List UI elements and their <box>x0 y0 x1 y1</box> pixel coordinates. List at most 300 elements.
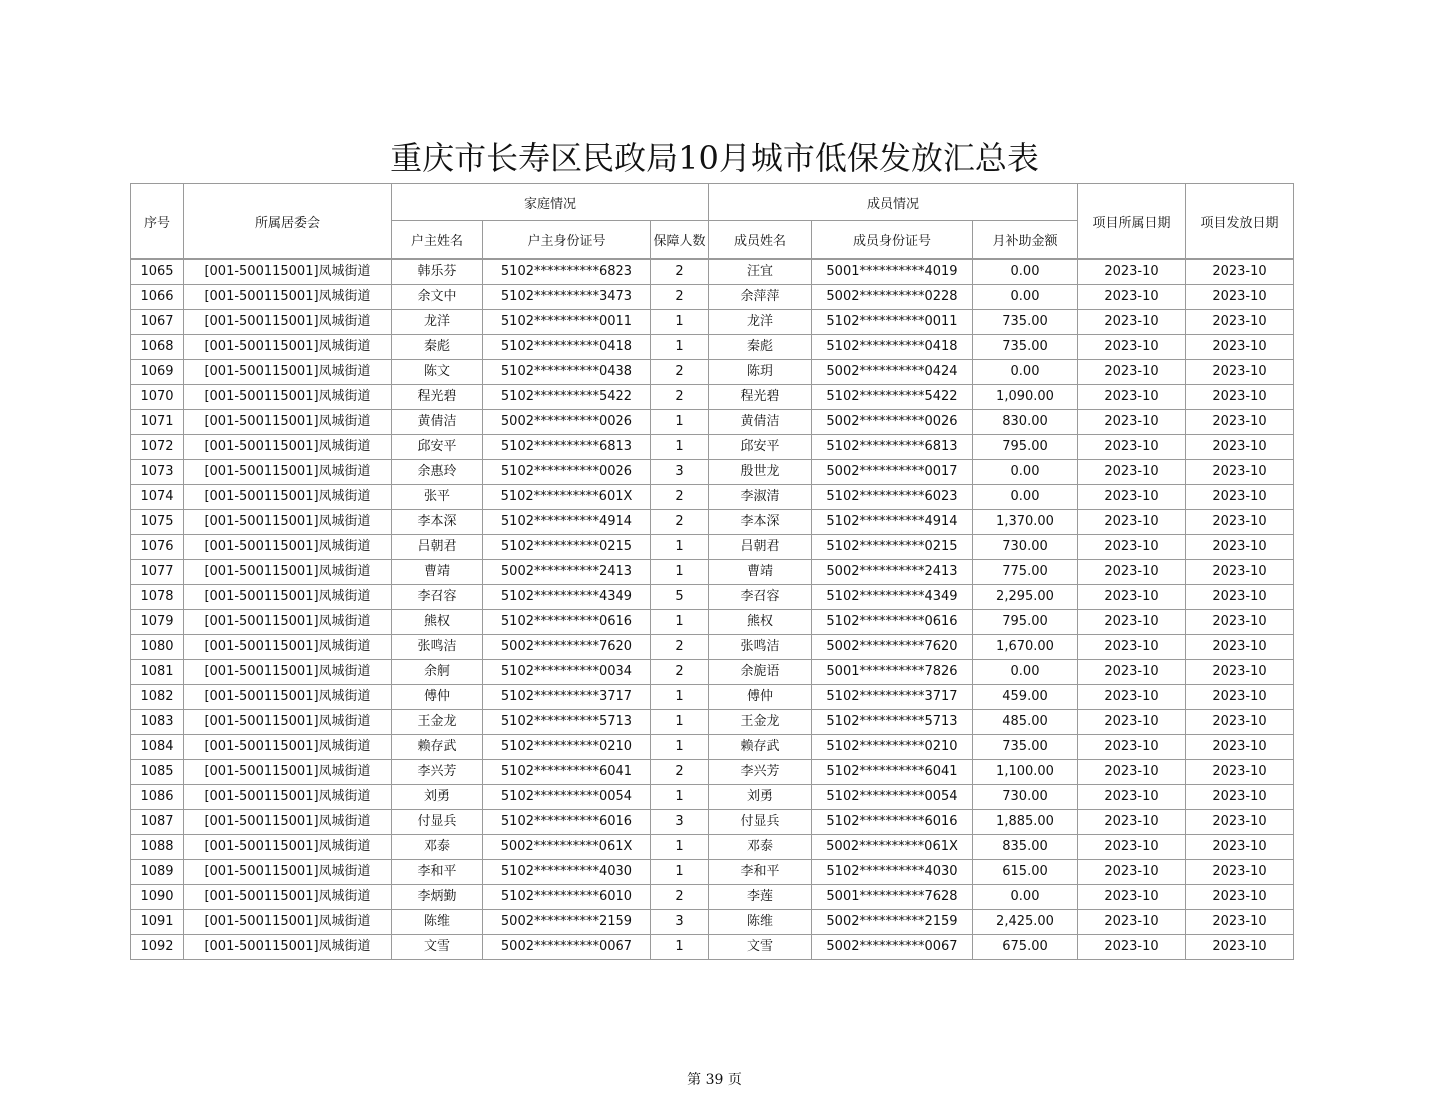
cell-household-id: 5102**********0418 <box>483 335 651 360</box>
cell-member-id: 5001**********4019 <box>812 259 973 285</box>
cell-issue-date: 2023-10 <box>1186 460 1294 485</box>
cell-member-id: 5102**********6041 <box>812 760 973 785</box>
cell-issue-date: 2023-10 <box>1186 360 1294 385</box>
cell-member-name: 李莲 <box>709 885 812 910</box>
header-household-id: 户主身份证号 <box>483 221 651 260</box>
header-insured-count: 保障人数 <box>651 221 709 260</box>
cell-seq: 1068 <box>131 335 184 360</box>
cell-seq: 1070 <box>131 385 184 410</box>
cell-insured-count: 1 <box>651 610 709 635</box>
cell-member-name: 熊权 <box>709 610 812 635</box>
cell-household-id: 5002**********061X <box>483 835 651 860</box>
cell-household-name: 吕朝君 <box>392 535 483 560</box>
cell-committee: [001-500115001]凤城街道 <box>184 860 392 885</box>
cell-insured-count: 1 <box>651 860 709 885</box>
cell-member-name: 李淑清 <box>709 485 812 510</box>
cell-household-name: 龙洋 <box>392 310 483 335</box>
cell-household-name: 余舸 <box>392 660 483 685</box>
cell-insured-count: 2 <box>651 259 709 285</box>
cell-household-id: 5002**********0026 <box>483 410 651 435</box>
cell-insured-count: 3 <box>651 460 709 485</box>
cell-household-id: 5102**********601X <box>483 485 651 510</box>
cell-household-id: 5102**********0616 <box>483 610 651 635</box>
cell-seq: 1071 <box>131 410 184 435</box>
cell-committee: [001-500115001]凤城街道 <box>184 810 392 835</box>
cell-committee: [001-500115001]凤城街道 <box>184 360 392 385</box>
cell-insured-count: 1 <box>651 335 709 360</box>
cell-committee: [001-500115001]凤城街道 <box>184 685 392 710</box>
cell-member-id: 5102**********6813 <box>812 435 973 460</box>
cell-household-id: 5102**********0026 <box>483 460 651 485</box>
cell-household-id: 5102**********4349 <box>483 585 651 610</box>
cell-item-date: 2023-10 <box>1078 485 1186 510</box>
cell-household-name: 曹靖 <box>392 560 483 585</box>
cell-seq: 1072 <box>131 435 184 460</box>
table-row <box>131 885 1294 910</box>
cell-household-name: 熊权 <box>392 610 483 635</box>
cell-issue-date: 2023-10 <box>1186 660 1294 685</box>
cell-item-date: 2023-10 <box>1078 860 1186 885</box>
cell-member-name: 刘勇 <box>709 785 812 810</box>
cell-insured-count: 1 <box>651 435 709 460</box>
cell-committee: [001-500115001]凤城街道 <box>184 710 392 735</box>
cell-insured-count: 1 <box>651 310 709 335</box>
cell-member-name: 傅仲 <box>709 685 812 710</box>
cell-insured-count: 1 <box>651 535 709 560</box>
cell-item-date: 2023-10 <box>1078 885 1186 910</box>
cell-monthly-subsidy: 1,670.00 <box>973 635 1078 660</box>
cell-member-name: 黄倩洁 <box>709 410 812 435</box>
cell-member-id: 5002**********0424 <box>812 360 973 385</box>
header-member-id: 成员身份证号 <box>812 221 973 260</box>
cell-household-id: 5102**********0034 <box>483 660 651 685</box>
cell-seq: 1067 <box>131 310 184 335</box>
cell-committee: [001-500115001]凤城街道 <box>184 259 392 285</box>
cell-monthly-subsidy: 835.00 <box>973 835 1078 860</box>
cell-household-name: 文雪 <box>392 935 483 960</box>
cell-seq: 1089 <box>131 860 184 885</box>
cell-member-name: 余旎语 <box>709 660 812 685</box>
table-row <box>131 860 1294 885</box>
cell-household-name: 邓泰 <box>392 835 483 860</box>
cell-member-id: 5001**********7826 <box>812 660 973 685</box>
cell-issue-date: 2023-10 <box>1186 385 1294 410</box>
cell-item-date: 2023-10 <box>1078 259 1186 285</box>
table-row <box>131 285 1294 310</box>
cell-insured-count: 2 <box>651 635 709 660</box>
cell-insured-count: 1 <box>651 560 709 585</box>
cell-monthly-subsidy: 1,885.00 <box>973 810 1078 835</box>
table-row <box>131 760 1294 785</box>
cell-seq: 1069 <box>131 360 184 385</box>
cell-committee: [001-500115001]凤城街道 <box>184 760 392 785</box>
cell-item-date: 2023-10 <box>1078 635 1186 660</box>
cell-member-name: 余萍萍 <box>709 285 812 310</box>
cell-household-name: 韩乐芬 <box>392 259 483 285</box>
cell-member-name: 李兴芳 <box>709 760 812 785</box>
cell-household-name: 张鸣洁 <box>392 635 483 660</box>
page-number: 第 39 页 <box>687 1072 742 1088</box>
table-row <box>131 560 1294 585</box>
cell-household-name: 李和平 <box>392 860 483 885</box>
cell-member-id: 5102**********4030 <box>812 860 973 885</box>
cell-household-id: 5102**********5422 <box>483 385 651 410</box>
cell-issue-date: 2023-10 <box>1186 485 1294 510</box>
cell-monthly-subsidy: 1,100.00 <box>973 760 1078 785</box>
cell-household-id: 5102**********4030 <box>483 860 651 885</box>
cell-member-id: 5102**********6023 <box>812 485 973 510</box>
cell-seq: 1079 <box>131 610 184 635</box>
cell-issue-date: 2023-10 <box>1186 259 1294 285</box>
cell-issue-date: 2023-10 <box>1186 310 1294 335</box>
cell-member-id: 5102**********4349 <box>812 585 973 610</box>
cell-member-id: 5002**********0067 <box>812 935 973 960</box>
cell-member-id: 5102**********5422 <box>812 385 973 410</box>
cell-monthly-subsidy: 675.00 <box>973 935 1078 960</box>
cell-member-id: 5102**********5713 <box>812 710 973 735</box>
cell-insured-count: 1 <box>651 735 709 760</box>
header-member-name: 成员姓名 <box>709 221 812 260</box>
cell-household-name: 李召容 <box>392 585 483 610</box>
cell-member-name: 秦彪 <box>709 335 812 360</box>
cell-household-id: 5102**********0011 <box>483 310 651 335</box>
cell-household-name: 王金龙 <box>392 710 483 735</box>
cell-insured-count: 3 <box>651 810 709 835</box>
cell-issue-date: 2023-10 <box>1186 585 1294 610</box>
table-row <box>131 435 1294 460</box>
cell-committee: [001-500115001]凤城街道 <box>184 885 392 910</box>
cell-insured-count: 1 <box>651 835 709 860</box>
cell-insured-count: 2 <box>651 385 709 410</box>
cell-insured-count: 2 <box>651 885 709 910</box>
table-body <box>131 259 1294 960</box>
header-family-group: 家庭情况 <box>392 184 709 221</box>
cell-household-name: 余惠玲 <box>392 460 483 485</box>
table-row <box>131 585 1294 610</box>
header-item-date: 项目所属日期 <box>1078 184 1186 260</box>
cell-committee: [001-500115001]凤城街道 <box>184 285 392 310</box>
cell-seq: 1075 <box>131 510 184 535</box>
cell-insured-count: 2 <box>651 485 709 510</box>
cell-monthly-subsidy: 735.00 <box>973 735 1078 760</box>
cell-issue-date: 2023-10 <box>1186 435 1294 460</box>
cell-seq: 1090 <box>131 885 184 910</box>
cell-monthly-subsidy: 1,370.00 <box>973 510 1078 535</box>
cell-household-id: 5102**********0054 <box>483 785 651 810</box>
cell-household-id: 5102**********4914 <box>483 510 651 535</box>
cell-seq: 1087 <box>131 810 184 835</box>
cell-member-id: 5102**********3717 <box>812 685 973 710</box>
cell-household-name: 刘勇 <box>392 785 483 810</box>
cell-seq: 1076 <box>131 535 184 560</box>
cell-member-id: 5102**********0210 <box>812 735 973 760</box>
cell-item-date: 2023-10 <box>1078 785 1186 810</box>
cell-committee: [001-500115001]凤城街道 <box>184 610 392 635</box>
cell-monthly-subsidy: 0.00 <box>973 885 1078 910</box>
cell-item-date: 2023-10 <box>1078 435 1186 460</box>
cell-item-date: 2023-10 <box>1078 385 1186 410</box>
cell-issue-date: 2023-10 <box>1186 510 1294 535</box>
cell-household-id: 5102**********3717 <box>483 685 651 710</box>
cell-item-date: 2023-10 <box>1078 510 1186 535</box>
table-row <box>131 385 1294 410</box>
cell-member-name: 付显兵 <box>709 810 812 835</box>
cell-member-name: 曹靖 <box>709 560 812 585</box>
cell-household-id: 5002**********2413 <box>483 560 651 585</box>
cell-insured-count: 2 <box>651 285 709 310</box>
cell-item-date: 2023-10 <box>1078 410 1186 435</box>
cell-member-id: 5102**********0215 <box>812 535 973 560</box>
cell-issue-date: 2023-10 <box>1186 285 1294 310</box>
cell-household-id: 5102**********6016 <box>483 810 651 835</box>
cell-member-name: 李本深 <box>709 510 812 535</box>
cell-committee: [001-500115001]凤城街道 <box>184 585 392 610</box>
cell-item-date: 2023-10 <box>1078 735 1186 760</box>
cell-committee: [001-500115001]凤城街道 <box>184 385 392 410</box>
table-header <box>131 184 1294 260</box>
cell-insured-count: 5 <box>651 585 709 610</box>
cell-seq: 1088 <box>131 835 184 860</box>
cell-committee: [001-500115001]凤城街道 <box>184 935 392 960</box>
cell-item-date: 2023-10 <box>1078 560 1186 585</box>
cell-issue-date: 2023-10 <box>1186 935 1294 960</box>
cell-household-name: 张平 <box>392 485 483 510</box>
cell-household-name: 陈维 <box>392 910 483 935</box>
cell-seq: 1066 <box>131 285 184 310</box>
cell-household-name: 李兴芳 <box>392 760 483 785</box>
table-row <box>131 259 1294 285</box>
cell-household-name: 邱安平 <box>392 435 483 460</box>
header-member-group: 成员情况 <box>709 184 1078 221</box>
table-row <box>131 460 1294 485</box>
header-committee: 所属居委会 <box>184 184 392 260</box>
cell-member-name: 王金龙 <box>709 710 812 735</box>
cell-issue-date: 2023-10 <box>1186 760 1294 785</box>
cell-committee: [001-500115001]凤城街道 <box>184 510 392 535</box>
cell-household-id: 5102**********6823 <box>483 259 651 285</box>
table-row <box>131 935 1294 960</box>
cell-insured-count: 3 <box>651 910 709 935</box>
cell-member-name: 李和平 <box>709 860 812 885</box>
cell-monthly-subsidy: 830.00 <box>973 410 1078 435</box>
cell-household-name: 黄倩洁 <box>392 410 483 435</box>
cell-issue-date: 2023-10 <box>1186 710 1294 735</box>
table-row <box>131 685 1294 710</box>
cell-monthly-subsidy: 0.00 <box>973 460 1078 485</box>
cell-issue-date: 2023-10 <box>1186 885 1294 910</box>
cell-member-name: 李召容 <box>709 585 812 610</box>
cell-item-date: 2023-10 <box>1078 710 1186 735</box>
cell-seq: 1084 <box>131 735 184 760</box>
cell-household-id: 5102**********6010 <box>483 885 651 910</box>
cell-monthly-subsidy: 2,295.00 <box>973 585 1078 610</box>
cell-monthly-subsidy: 485.00 <box>973 710 1078 735</box>
cell-item-date: 2023-10 <box>1078 685 1186 710</box>
cell-committee: [001-500115001]凤城街道 <box>184 635 392 660</box>
cell-household-name: 赖存武 <box>392 735 483 760</box>
cell-monthly-subsidy: 730.00 <box>973 535 1078 560</box>
cell-member-name: 张鸣洁 <box>709 635 812 660</box>
cell-committee: [001-500115001]凤城街道 <box>184 335 392 360</box>
cell-household-id: 5102**********0438 <box>483 360 651 385</box>
cell-household-name: 秦彪 <box>392 335 483 360</box>
cell-member-id: 5002**********0026 <box>812 410 973 435</box>
cell-insured-count: 1 <box>651 785 709 810</box>
cell-seq: 1073 <box>131 460 184 485</box>
cell-household-name: 傅仲 <box>392 685 483 710</box>
cell-item-date: 2023-10 <box>1078 935 1186 960</box>
cell-issue-date: 2023-10 <box>1186 535 1294 560</box>
cell-member-id: 5002**********7620 <box>812 635 973 660</box>
cell-issue-date: 2023-10 <box>1186 910 1294 935</box>
cell-committee: [001-500115001]凤城街道 <box>184 485 392 510</box>
table-row <box>131 810 1294 835</box>
cell-member-id: 5102**********0418 <box>812 335 973 360</box>
cell-insured-count: 2 <box>651 360 709 385</box>
cell-monthly-subsidy: 0.00 <box>973 485 1078 510</box>
cell-item-date: 2023-10 <box>1078 585 1186 610</box>
cell-item-date: 2023-10 <box>1078 610 1186 635</box>
cell-item-date: 2023-10 <box>1078 910 1186 935</box>
cell-seq: 1080 <box>131 635 184 660</box>
table-row <box>131 635 1294 660</box>
cell-member-name: 汪宜 <box>709 259 812 285</box>
cell-seq: 1083 <box>131 710 184 735</box>
cell-issue-date: 2023-10 <box>1186 735 1294 760</box>
table-row <box>131 535 1294 560</box>
cell-member-name: 龙洋 <box>709 310 812 335</box>
header-seq: 序号 <box>131 184 184 260</box>
cell-member-name: 邱安平 <box>709 435 812 460</box>
cell-household-id: 5102**********0210 <box>483 735 651 760</box>
cell-member-name: 文雪 <box>709 935 812 960</box>
cell-member-name: 吕朝君 <box>709 535 812 560</box>
cell-seq: 1077 <box>131 560 184 585</box>
cell-monthly-subsidy: 0.00 <box>973 259 1078 285</box>
cell-member-name: 陈玥 <box>709 360 812 385</box>
cell-seq: 1074 <box>131 485 184 510</box>
cell-insured-count: 1 <box>651 685 709 710</box>
cell-item-date: 2023-10 <box>1078 285 1186 310</box>
cell-member-id: 5102**********4914 <box>812 510 973 535</box>
table-row <box>131 835 1294 860</box>
cell-monthly-subsidy: 735.00 <box>973 335 1078 360</box>
cell-seq: 1081 <box>131 660 184 685</box>
cell-monthly-subsidy: 1,090.00 <box>973 385 1078 410</box>
cell-household-id: 5002**********2159 <box>483 910 651 935</box>
cell-member-name: 邓泰 <box>709 835 812 860</box>
cell-household-id: 5102**********3473 <box>483 285 651 310</box>
cell-monthly-subsidy: 775.00 <box>973 560 1078 585</box>
cell-item-date: 2023-10 <box>1078 835 1186 860</box>
table-row <box>131 485 1294 510</box>
cell-committee: [001-500115001]凤城街道 <box>184 460 392 485</box>
cell-household-id: 5102**********6813 <box>483 435 651 460</box>
cell-monthly-subsidy: 0.00 <box>973 360 1078 385</box>
table-row <box>131 360 1294 385</box>
cell-household-id: 5002**********0067 <box>483 935 651 960</box>
cell-issue-date: 2023-10 <box>1186 635 1294 660</box>
cell-monthly-subsidy: 795.00 <box>973 610 1078 635</box>
cell-seq: 1078 <box>131 585 184 610</box>
cell-seq: 1091 <box>131 910 184 935</box>
cell-committee: [001-500115001]凤城街道 <box>184 910 392 935</box>
cell-item-date: 2023-10 <box>1078 660 1186 685</box>
cell-seq: 1085 <box>131 760 184 785</box>
cell-issue-date: 2023-10 <box>1186 335 1294 360</box>
cell-item-date: 2023-10 <box>1078 810 1186 835</box>
cell-committee: [001-500115001]凤城街道 <box>184 560 392 585</box>
cell-seq: 1065 <box>131 259 184 285</box>
cell-household-id: 5102**********6041 <box>483 760 651 785</box>
cell-member-id: 5102**********0011 <box>812 310 973 335</box>
cell-household-name: 李本深 <box>392 510 483 535</box>
cell-household-name: 陈文 <box>392 360 483 385</box>
cell-issue-date: 2023-10 <box>1186 835 1294 860</box>
table-row <box>131 335 1294 360</box>
cell-issue-date: 2023-10 <box>1186 610 1294 635</box>
cell-committee: [001-500115001]凤城街道 <box>184 410 392 435</box>
cell-household-id: 5102**********0215 <box>483 535 651 560</box>
table-row <box>131 660 1294 685</box>
subsidy-table <box>130 183 1294 960</box>
cell-item-date: 2023-10 <box>1078 535 1186 560</box>
cell-member-name: 殷世龙 <box>709 460 812 485</box>
cell-insured-count: 2 <box>651 510 709 535</box>
cell-member-id: 5002**********2413 <box>812 560 973 585</box>
cell-member-name: 程光碧 <box>709 385 812 410</box>
cell-household-name: 余文中 <box>392 285 483 310</box>
cell-member-id: 5102**********6016 <box>812 810 973 835</box>
cell-household-name: 程光碧 <box>392 385 483 410</box>
table-row <box>131 410 1294 435</box>
cell-insured-count: 1 <box>651 710 709 735</box>
cell-member-name: 陈维 <box>709 910 812 935</box>
table-row <box>131 710 1294 735</box>
cell-item-date: 2023-10 <box>1078 310 1186 335</box>
cell-member-id: 5102**********0054 <box>812 785 973 810</box>
cell-monthly-subsidy: 0.00 <box>973 285 1078 310</box>
cell-issue-date: 2023-10 <box>1186 560 1294 585</box>
cell-seq: 1082 <box>131 685 184 710</box>
cell-item-date: 2023-10 <box>1078 760 1186 785</box>
header-issue-date: 项目发放日期 <box>1186 184 1294 260</box>
page-title: 重庆市长寿区民政局10月城市低保发放汇总表 <box>390 139 1039 177</box>
table-row <box>131 610 1294 635</box>
cell-issue-date: 2023-10 <box>1186 785 1294 810</box>
cell-household-name: 李炳勤 <box>392 885 483 910</box>
cell-member-name: 赖存武 <box>709 735 812 760</box>
cell-monthly-subsidy: 0.00 <box>973 660 1078 685</box>
cell-item-date: 2023-10 <box>1078 335 1186 360</box>
table-row <box>131 910 1294 935</box>
cell-item-date: 2023-10 <box>1078 360 1186 385</box>
table-row <box>131 785 1294 810</box>
cell-issue-date: 2023-10 <box>1186 685 1294 710</box>
cell-household-name: 付显兵 <box>392 810 483 835</box>
cell-monthly-subsidy: 730.00 <box>973 785 1078 810</box>
cell-household-id: 5102**********5713 <box>483 710 651 735</box>
cell-household-id: 5002**********7620 <box>483 635 651 660</box>
cell-monthly-subsidy: 795.00 <box>973 435 1078 460</box>
cell-issue-date: 2023-10 <box>1186 410 1294 435</box>
cell-committee: [001-500115001]凤城街道 <box>184 535 392 560</box>
cell-seq: 1092 <box>131 935 184 960</box>
cell-member-id: 5002**********2159 <box>812 910 973 935</box>
header-household-name: 户主姓名 <box>392 221 483 260</box>
cell-committee: [001-500115001]凤城街道 <box>184 785 392 810</box>
cell-item-date: 2023-10 <box>1078 460 1186 485</box>
